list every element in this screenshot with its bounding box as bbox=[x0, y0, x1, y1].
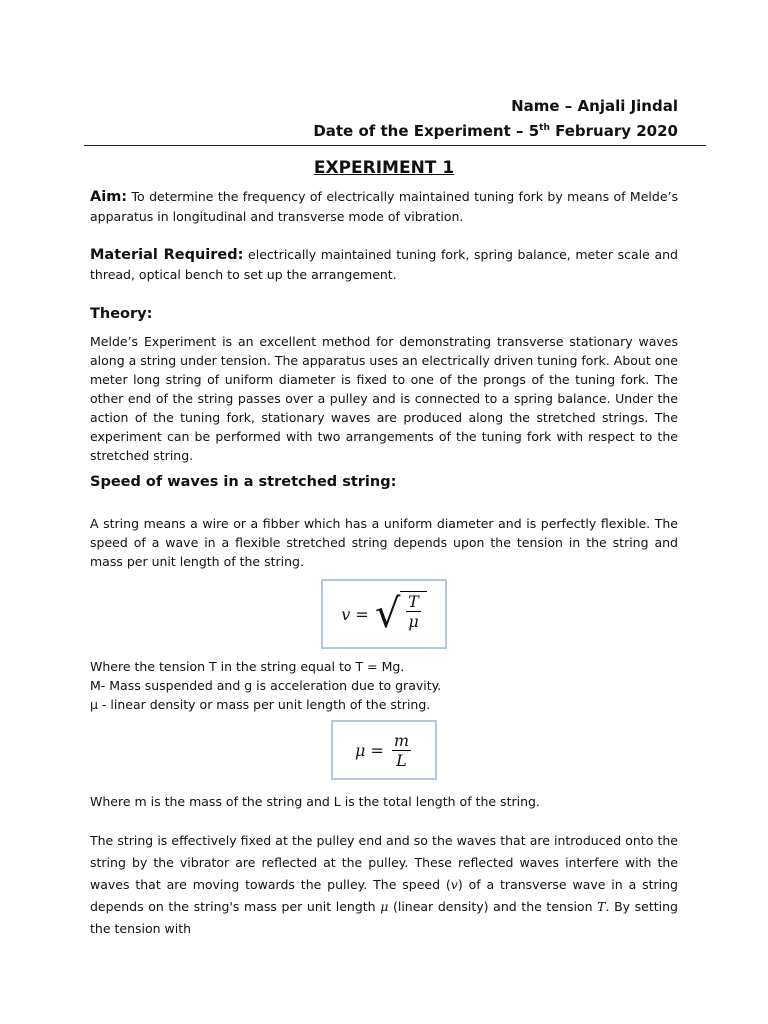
final-text-4: . By setting the tension with bbox=[90, 899, 678, 936]
document-header bbox=[313, 95, 678, 142]
square-root bbox=[375, 591, 427, 637]
density-numerator: m bbox=[393, 730, 410, 750]
where-m-line: Where m is the mass of the string and L is the total length of the string. bbox=[90, 794, 540, 809]
velocity-numerator: T bbox=[408, 592, 419, 611]
radical-sign: √ bbox=[374, 591, 401, 637]
velocity-denominator: μ bbox=[408, 612, 419, 631]
theory-heading: Theory: bbox=[90, 306, 153, 322]
speed-paragraph: A string means a wire or a fibber which has a uniform diameter and is perfectly flexible. The speed of a wave in a flexible stretched string depends upon the tension in the string and mass per unit length of the string. bbox=[90, 516, 678, 569]
final-text-3: (linear density) and the tension bbox=[388, 899, 598, 914]
where-mu-line: μ - linear density or mass per unit length of the string. bbox=[90, 697, 431, 712]
density-denominator: L bbox=[392, 750, 411, 770]
theory-paragraph: Melde’s Experiment is an excellent method for demonstrating transverse stationary waves along a string under tension. The apparatus uses an electrically driven tuning fork. About one meter long string of uniform diameter is fixed to one of the prongs of the tuning fork. The other end of the string passes over a pulley and is connected to a spring balance. Under the action of the tuning fork, stationary waves are produced along the stretched strings. The experiment can be performed with two arrangements of the tuning fork with respect to the stretched string. bbox=[90, 334, 678, 463]
author-name: Name – Anjali Jindal bbox=[511, 97, 678, 115]
aim-paragraph bbox=[90, 187, 678, 226]
density-lhs: μ = bbox=[354, 740, 384, 760]
page-title: EXPERIMENT 1 bbox=[313, 158, 455, 178]
density-formula bbox=[331, 720, 437, 780]
symbol-t: T bbox=[597, 899, 606, 914]
aim-label: Aim: bbox=[90, 189, 128, 205]
material-label: Material Required: bbox=[90, 247, 244, 263]
material-paragraph bbox=[90, 245, 678, 284]
where-tension-line: Where the tension T in the string equal to T = Mg. bbox=[90, 659, 405, 674]
document-body bbox=[90, 187, 678, 940]
header-divider bbox=[84, 145, 706, 146]
date-suffix: February 2020 bbox=[549, 122, 678, 140]
final-paragraph bbox=[90, 830, 678, 940]
where-mass-line: M- Mass suspended and g is acceleration due to gravity. bbox=[90, 678, 442, 693]
symbol-v: v bbox=[450, 877, 458, 892]
velocity-formula bbox=[321, 579, 447, 649]
material-text: electrically maintained tuning fork, spring balance, meter scale and thread, optical bench to set up the arrangement. bbox=[90, 247, 678, 282]
velocity-lhs: v = bbox=[341, 604, 369, 624]
speed-heading: Speed of waves in a stretched string: bbox=[90, 474, 397, 490]
final-text-2: ) of a transverse wave in a string depends on the string's mass per unit length bbox=[90, 877, 678, 914]
date-superscript: th bbox=[539, 123, 550, 133]
experiment-date bbox=[313, 117, 678, 142]
date-prefix: Date of the Experiment – 5 bbox=[313, 122, 540, 140]
symbol-mu: μ bbox=[380, 899, 389, 914]
sqrt-fraction bbox=[400, 591, 426, 637]
aim-text: To determine the frequency of electrically maintained tuning fork by means of Melde’s apparatus in longitudinal and transverse mode of vibration. bbox=[90, 189, 678, 224]
density-fraction bbox=[390, 731, 413, 770]
final-text-1: The string is effectively fixed at the pulley end and so the waves that are introduced onto the string by the vibrator are reflected at the pulley. These reflected waves interfere with the waves that are moving towards the pulley. The speed ( bbox=[90, 833, 678, 892]
